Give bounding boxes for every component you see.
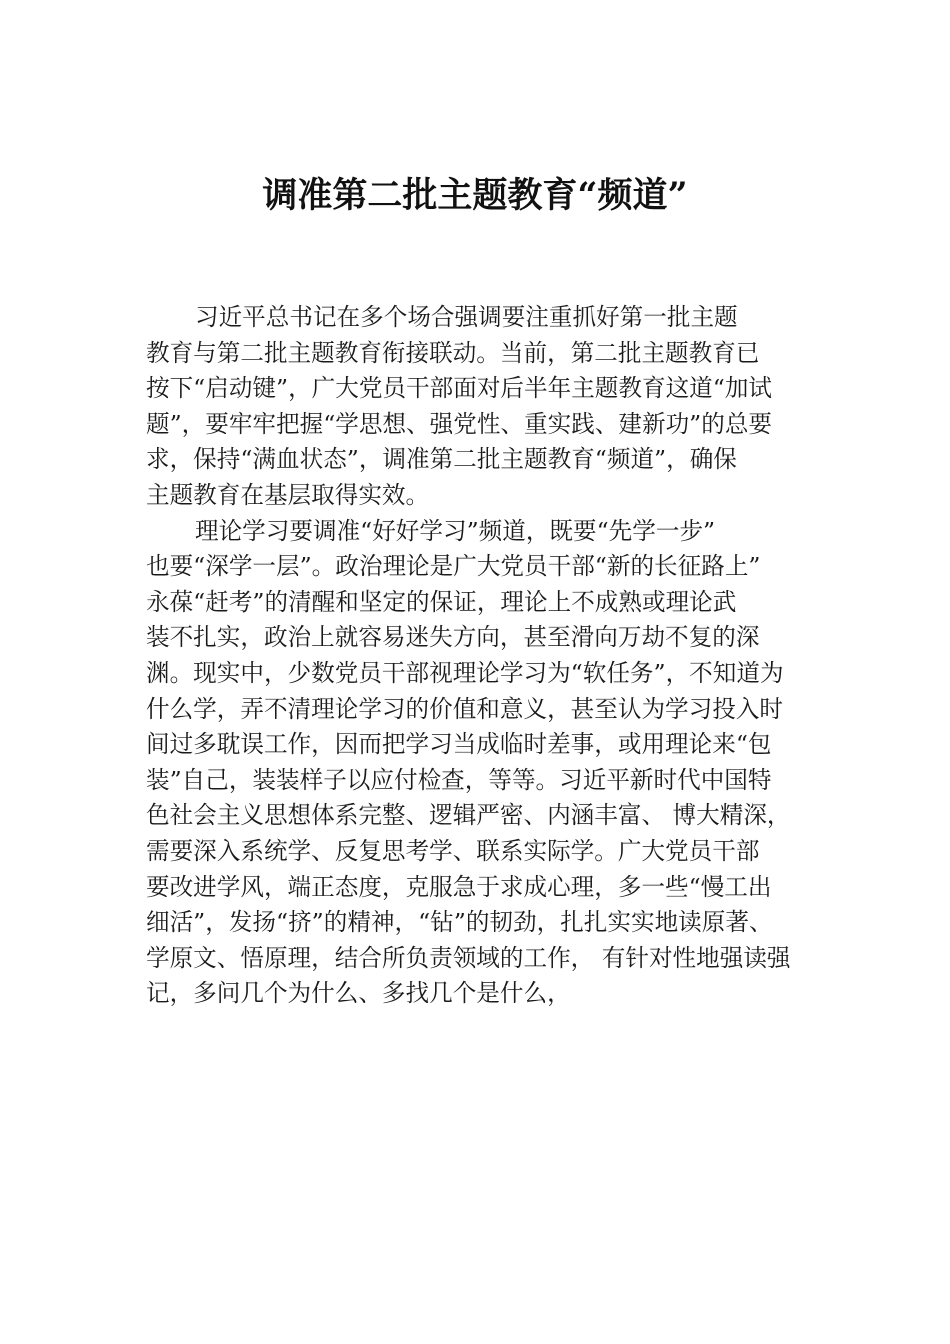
document-body bbox=[146, 300, 826, 1012]
paragraph-2-line-11: 要改进学风，端正态度，克服急于求成心理，多一些“慢工出 bbox=[146, 872, 772, 901]
paragraph-1-line-5: 求，保持“满血状态”，调准第二批主题教育“频道”，确保 bbox=[146, 445, 737, 474]
paragraph-1-line-2: 教育与第二批主题教育衔接联动。当前，第二批主题教育已 bbox=[146, 338, 760, 367]
paragraph-2-line-3: 永葆“赶考”的清醒和坚定的保证，理论上不成熟或理论武 bbox=[146, 587, 737, 616]
paragraph-2-line-1: 理论学习要调准“好好学习”频道，既要“先学一步” bbox=[195, 516, 716, 545]
paragraph-2-line-2: 也要“深学一层”。政治理论是广大党员干部“新的长征路上” bbox=[146, 552, 761, 581]
paragraph-1-line-6: 主题教育在基层取得实效。 bbox=[146, 480, 430, 509]
paragraph-1-line-4: 题”，要牢牢把握“学思想、强党性、重实践、建新功”的总要 bbox=[146, 409, 773, 438]
paragraph-2-line-12: 细活”，发扬“挤”的精神，“钻”的韧劲，扎扎实实地读原著、 bbox=[146, 908, 773, 937]
paragraph-2-line-10: 需要深入系统学、反复思考学、联系实际学。广大党员干部 bbox=[146, 836, 760, 865]
paragraph-2-line-13: 学原文、悟原理，结合所负责领域的工作， 有针对性地强读强 bbox=[146, 943, 791, 972]
paragraph-2-line-6: 什么学，弄不清理论学习的价值和意义，甚至认为学习投入时 bbox=[146, 694, 784, 723]
paragraph-2-line-8: 装”自己，装装样子以应付检查，等等。习近平新时代中国特 bbox=[146, 765, 772, 794]
paragraph-2-line-9: 色社会主义思想体系完整、逻辑严密、内涵丰富、 博大精深， bbox=[146, 801, 791, 830]
document-title: 调准第二批主题教育“频道” bbox=[262, 175, 688, 216]
paragraph-2-line-7: 间过多耽误工作，因而把学习当成临时差事，或用理论来“包 bbox=[146, 730, 772, 759]
paragraph-2-line-5: 渊。现实中，少数党员干部视理论学习为“软任务”，不知道为 bbox=[146, 658, 784, 687]
paragraph-2-line-14: 记，多问几个为什么、多找几个是什么， bbox=[146, 979, 571, 1008]
paragraph-2-line-4: 装不扎实，政治上就容易迷失方向，甚至滑向万劫不复的深 bbox=[146, 623, 760, 652]
paragraph-1-line-3: 按下“启动键”，广大党员干部面对后半年主题教育这道“加试 bbox=[146, 374, 773, 403]
paragraph-1-line-1: 习近平总书记在多个场合强调要注重抓好第一批主题 bbox=[195, 303, 738, 331]
